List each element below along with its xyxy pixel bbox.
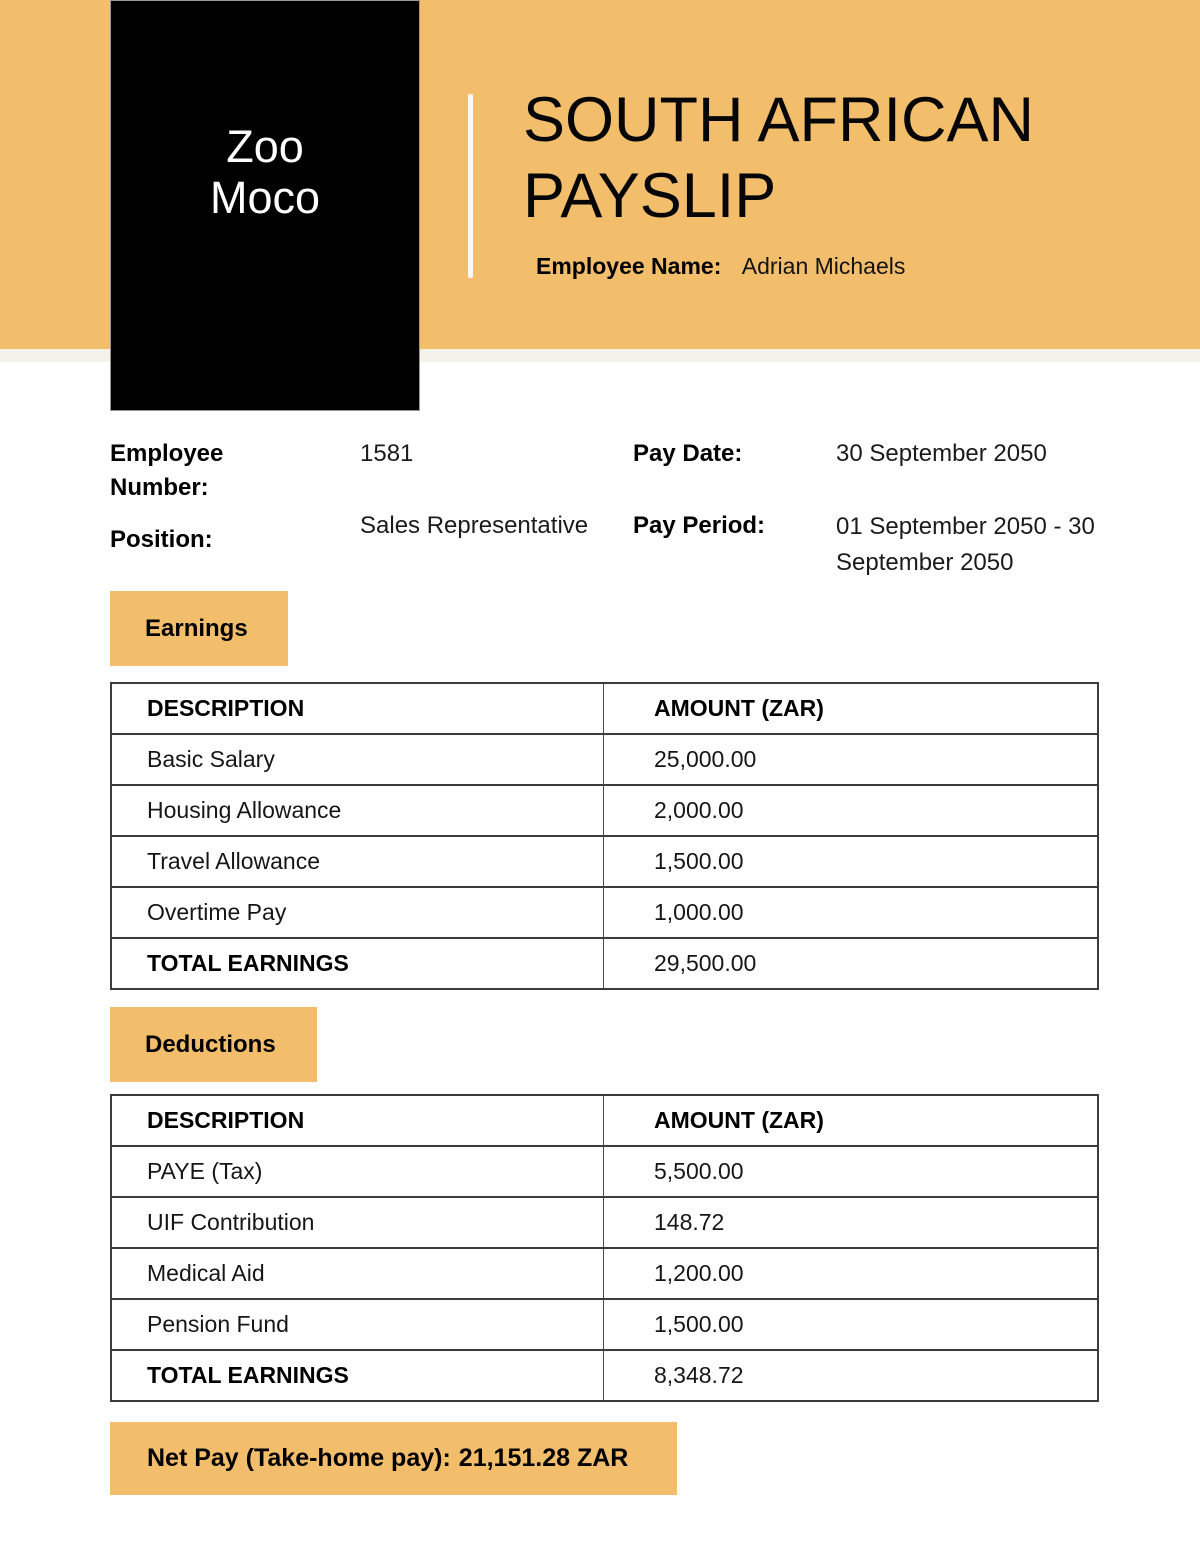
deductions-col-description: DESCRIPTION <box>112 1096 604 1145</box>
employee-name-label: Employee Name: <box>536 253 722 279</box>
pay-date-value: 30 September 2050 <box>836 440 1047 467</box>
table-row <box>112 786 1097 837</box>
earnings-section-label: Earnings <box>145 614 248 642</box>
table-row <box>112 1198 1097 1249</box>
table-row <box>112 735 1097 786</box>
pay-period-value: 01 September 2050 - 30 September 2050 <box>836 513 1095 576</box>
deductions-row-description: Pension Fund <box>112 1300 604 1349</box>
net-pay-label: Net Pay (Take-home pay): <box>147 1444 451 1472</box>
employee-number-label: Employee Number: <box>110 440 224 501</box>
employee-number-value: 1581 <box>360 440 414 467</box>
deductions-row-description: PAYE (Tax) <box>112 1147 604 1196</box>
company-logo-line1: Zoo <box>226 121 304 172</box>
earnings-row-amount: 2,000.00 <box>654 797 744 823</box>
net-pay-bar <box>110 1422 677 1495</box>
deductions-row-description: UIF Contribution <box>112 1198 604 1247</box>
earnings-table <box>110 682 1099 990</box>
deductions-total-row <box>112 1351 1097 1400</box>
earnings-header-row <box>112 684 1097 735</box>
earnings-row-amount: 1,500.00 <box>654 848 744 874</box>
earnings-col-description: DESCRIPTION <box>112 684 604 733</box>
deductions-row-amount: 148.72 <box>654 1209 725 1235</box>
earnings-row-amount: 1,000.00 <box>654 899 744 925</box>
deductions-row-description: Medical Aid <box>112 1249 604 1298</box>
deductions-row-amount: 1,500.00 <box>654 1311 744 1337</box>
earnings-row-description: Housing Allowance <box>112 786 604 835</box>
earnings-row-description: Travel Allowance <box>112 837 604 886</box>
deductions-total-amount: 8,348.72 <box>654 1362 744 1388</box>
company-logo-line2: Moco <box>209 172 321 223</box>
deductions-section-label: Deductions <box>145 1030 276 1058</box>
position-label: Position: <box>110 526 213 553</box>
deductions-total-label: TOTAL EARNINGS <box>112 1351 604 1400</box>
pay-date-label: Pay Date: <box>633 440 743 467</box>
net-pay-amount: 21,151.28 ZAR <box>458 1444 629 1472</box>
deductions-col-amount: AMOUNT (ZAR) <box>654 1107 824 1133</box>
earnings-col-amount: AMOUNT (ZAR) <box>654 695 824 721</box>
table-row <box>112 1249 1097 1300</box>
deductions-row-amount: 5,500.00 <box>654 1158 744 1184</box>
title-divider-line <box>468 94 473 278</box>
table-row <box>112 888 1097 939</box>
earnings-row-description: Overtime Pay <box>112 888 604 937</box>
table-row <box>112 1147 1097 1198</box>
position-value: Sales Representative <box>360 512 589 539</box>
earnings-row-amount: 25,000.00 <box>654 746 757 772</box>
deductions-header-row <box>112 1096 1097 1147</box>
table-row <box>112 1300 1097 1351</box>
deductions-section-badge <box>110 1007 317 1082</box>
earnings-section-badge <box>110 591 288 666</box>
deductions-table <box>110 1094 1099 1402</box>
pay-period-label: Pay Period: <box>633 512 766 539</box>
earnings-row-description: Basic Salary <box>112 735 604 784</box>
table-row <box>112 837 1097 888</box>
page-title: SOUTH AFRICAN PAYSLIP <box>523 85 1035 231</box>
company-logo <box>110 0 420 411</box>
earnings-total-label: TOTAL EARNINGS <box>112 939 604 988</box>
employee-name-row <box>536 253 905 280</box>
deductions-row-amount: 1,200.00 <box>654 1260 744 1286</box>
employee-details-grid <box>110 437 1099 581</box>
employee-name-value: Adrian Michaels <box>741 253 906 279</box>
earnings-total-amount: 29,500.00 <box>654 950 757 976</box>
earnings-total-row <box>112 939 1097 988</box>
